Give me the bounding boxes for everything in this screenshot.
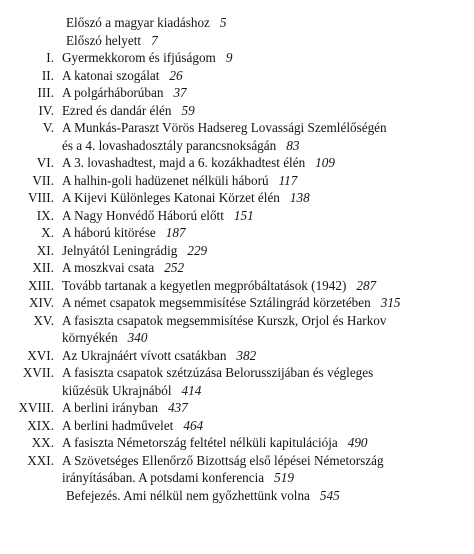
toc-title: A 3. lovashadtest, majd a 6. kozákhadtest élén <box>62 155 306 170</box>
toc-entry-title-line <box>62 259 458 277</box>
toc-title-continued: és a 4. lovashadosztály parancsnokságán <box>62 137 277 153</box>
toc-title: A halhin-goli hadüzenet nélküli háború <box>62 172 269 188</box>
toc-entry <box>0 172 474 190</box>
toc-title: A Nagy Honvédő Háború előtt <box>62 207 224 223</box>
toc-title: Az Ukrajnáért vívott csatákban <box>62 347 227 363</box>
chapter-number: XVII. <box>22 365 54 380</box>
toc-page-number: 7 <box>151 32 158 48</box>
toc-entry-title-line <box>66 487 458 505</box>
toc-entry-title-line <box>66 32 458 50</box>
toc-title: A fasiszta csapatok megsemmisítése Kurszk, Orjol és Harkov <box>62 312 387 328</box>
toc-title: A Kijevi Különleges Katonai Körzet élén <box>62 190 280 205</box>
table-of-contents <box>0 14 474 504</box>
toc-page-number: 83 <box>286 137 300 153</box>
toc-entry-title-line <box>62 207 458 225</box>
toc-title: Előszó helyett <box>66 32 142 48</box>
toc-page-number: 26 <box>169 67 183 83</box>
toc-entry <box>0 452 474 487</box>
toc-entry-title-line <box>62 417 458 435</box>
toc-entry-title-line <box>62 382 458 400</box>
chapter-number: XII. <box>32 260 54 275</box>
toc-entry <box>0 189 474 207</box>
chapter-number: XVI. <box>27 347 54 363</box>
toc-title-continued: irányításában. A potsdami konferencia <box>62 470 265 485</box>
toc-title: A német csapatok megsemmisítése Sztálingrád körzetében <box>62 295 371 310</box>
toc-page-number: 109 <box>315 155 335 170</box>
chapter-number: XIV. <box>28 295 54 310</box>
toc-entry <box>0 417 474 435</box>
toc-entry <box>0 102 474 120</box>
chapter-number: XXI. <box>27 452 54 468</box>
toc-entry <box>0 154 474 172</box>
toc-entry <box>0 14 474 32</box>
toc-page-number: 37 <box>173 85 187 100</box>
toc-entry <box>0 119 474 154</box>
chapter-number: XIX. <box>27 417 54 433</box>
toc-entry <box>0 49 474 67</box>
toc-title: Gyermekkorom és ifjúságom <box>62 50 216 65</box>
toc-entry-title-line <box>62 189 458 207</box>
toc-entry <box>0 259 474 277</box>
toc-title-continued: kiűzésük Ukrajnából <box>62 382 172 398</box>
toc-entry <box>0 224 474 242</box>
toc-page-number: 5 <box>219 15 227 30</box>
toc-title: A moszkvai csata <box>62 260 155 275</box>
toc-entry-title-line <box>62 399 458 417</box>
toc-entry <box>0 32 474 50</box>
toc-entry <box>0 399 474 417</box>
toc-page-number: 464 <box>183 417 204 433</box>
toc-page-number: 490 <box>347 435 368 450</box>
toc-page-number: 117 <box>278 172 298 188</box>
toc-title: A fasiszta Németország feltétel nélküli kapitulációja <box>62 435 338 450</box>
toc-entry <box>0 364 474 399</box>
toc-title: Ezred és dandár élén <box>62 102 172 118</box>
chapter-number: V. <box>42 120 54 135</box>
chapter-number: XI. <box>36 242 54 258</box>
chapter-number: II. <box>41 67 54 83</box>
toc-title: A fasiszta csapatok szétzúzása Belorusszijában és végleges <box>62 365 374 380</box>
toc-entry-title-line <box>62 329 458 347</box>
toc-entry-title-line <box>62 469 458 487</box>
toc-page-number: 315 <box>380 295 401 310</box>
toc-entry-title-line <box>62 224 458 242</box>
toc-page-number: 138 <box>289 190 310 205</box>
toc-entry <box>0 242 474 260</box>
toc-entry-title-line <box>62 84 458 102</box>
toc-entry <box>0 67 474 85</box>
toc-entry-title-line <box>62 172 458 190</box>
chapter-number: XX. <box>31 435 54 450</box>
chapter-number: VII. <box>32 172 54 188</box>
toc-entry <box>0 207 474 225</box>
toc-entry <box>0 434 474 452</box>
chapter-number: X. <box>41 225 54 240</box>
toc-page-number: 545 <box>319 487 340 503</box>
toc-entry <box>0 347 474 365</box>
toc-title: Jelnyától Leningrádig <box>62 242 178 258</box>
chapter-number: VI. <box>36 155 54 170</box>
toc-page-number: 519 <box>274 470 294 485</box>
toc-entry-title-line <box>62 154 458 172</box>
toc-page-number: 382 <box>236 347 257 363</box>
toc-page-number: 9 <box>225 50 233 65</box>
toc-title-continued: környékén <box>62 330 118 345</box>
toc-entry-title-line <box>62 294 458 312</box>
toc-page-number: 59 <box>181 102 195 118</box>
toc-entry-title-line <box>62 277 458 295</box>
toc-entry <box>0 84 474 102</box>
chapter-number: IX. <box>36 207 54 223</box>
toc-entry <box>0 312 474 347</box>
toc-page-number: 187 <box>165 225 186 240</box>
chapter-number: XV. <box>33 312 54 328</box>
toc-title: A berlini irányban <box>62 400 158 415</box>
toc-entry-title-line <box>62 242 458 260</box>
toc-title: Befejezés. Ami nélkül nem győzhettünk volna <box>66 487 310 503</box>
toc-page-number: 437 <box>167 400 188 415</box>
chapter-number: IV. <box>38 102 54 118</box>
toc-page-number: 287 <box>356 277 377 293</box>
chapter-number: I. <box>46 50 54 65</box>
toc-title: A berlini hadművelet <box>62 417 174 433</box>
toc-entry <box>0 277 474 295</box>
toc-title: Tovább tartanak a kegyetlen megpróbáltatások (1942) <box>62 277 347 293</box>
chapter-number: XIII. <box>28 277 54 293</box>
toc-title: A Munkás-Paraszt Vörös Hadsereg Lovassági Szemlélőségén <box>62 120 387 135</box>
toc-page-number: 151 <box>233 207 254 223</box>
toc-title: A polgárháborúban <box>62 85 164 100</box>
toc-entry-title-line <box>62 102 458 120</box>
toc-entry-title-line <box>62 347 458 365</box>
toc-page-number: 252 <box>164 260 185 275</box>
toc-title: A katonai szogálat <box>62 67 160 83</box>
toc-page-number: 229 <box>187 242 208 258</box>
toc-entry-title-line <box>62 49 458 67</box>
chapter-number: III. <box>37 85 54 100</box>
toc-entry-title-line <box>62 137 458 155</box>
chapter-number: VIII. <box>28 190 54 205</box>
toc-entry-title-line <box>66 14 458 32</box>
toc-title: A háború kitörése <box>62 225 156 240</box>
toc-entry <box>0 487 474 505</box>
toc-entry-title-line <box>62 434 458 452</box>
toc-entry <box>0 294 474 312</box>
toc-page-number: 414 <box>181 382 202 398</box>
toc-title: Előszó a magyar kiadáshoz <box>66 15 210 30</box>
toc-page-number: 340 <box>127 330 148 345</box>
toc-title: A Szövetséges Ellenőrző Bizottság első lépései Németország <box>62 452 384 468</box>
toc-entry-title-line <box>62 67 458 85</box>
chapter-number: XVIII. <box>18 400 54 415</box>
